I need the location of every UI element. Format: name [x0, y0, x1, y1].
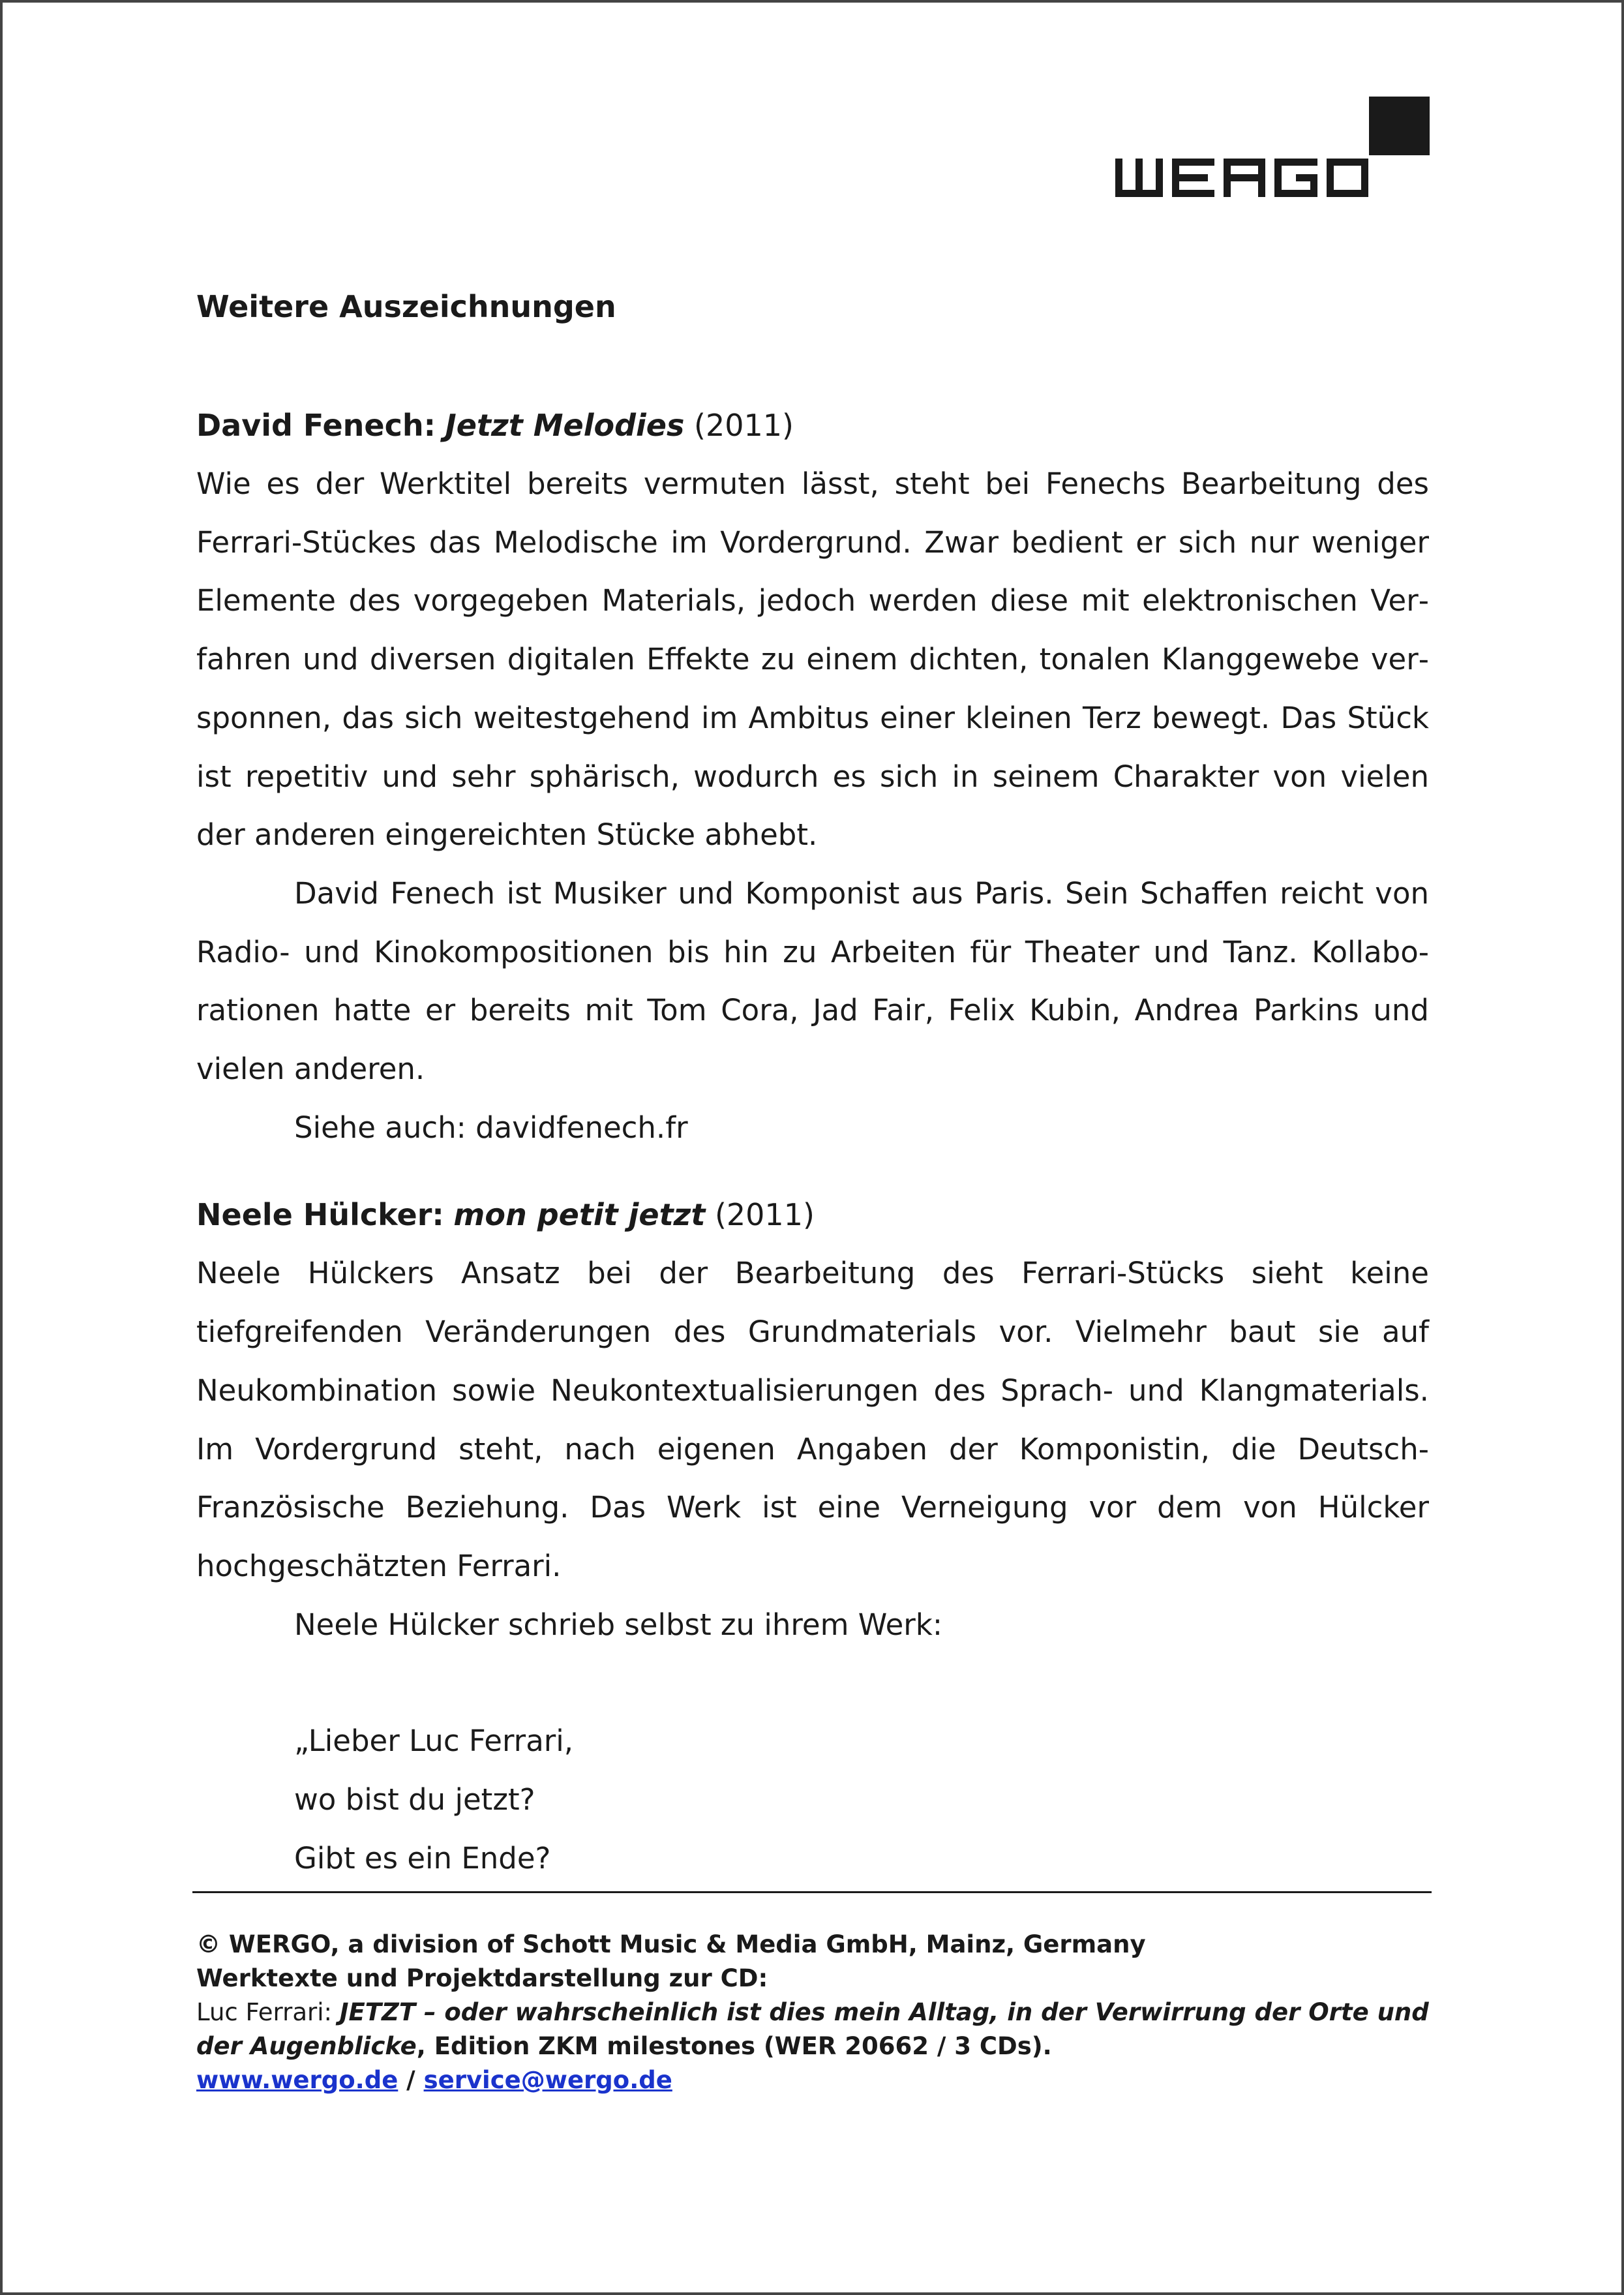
section-title-huelcker [196, 1195, 1429, 1234]
cd-description-line: Werktexte und Projektdarstellung zur CD: [196, 1964, 768, 1992]
huelcker-paragraph-2: Neele Hülcker schrieb selbst zu ihrem Werk: [294, 1607, 942, 1642]
section-author: David Fenech: [196, 408, 436, 443]
link-separator: / [398, 2066, 424, 2094]
huelcker-paragraph-1: Neele Hülckers Ansatz bei der Bearbeitung des Ferrari-Stücks sieht keine tiefgreifenden Veränderungen des Grundmaterials vor. Vielmehr baut sie auf Neukombination sowie Neukontextualisierungen des Sprach- und Klangmaterials. Im Vordergrund steht, nach eigenen Angaben der Komponistin, die Deutsch-Französische Beziehung. Das Werk ist eine Verneigung vor dem von Hülcker hochgeschätzten Ferrari. [196, 1256, 1429, 1583]
section-year: (2011) [694, 408, 794, 443]
footer-divider [192, 1891, 1432, 1893]
section-work-title: Jetzt Melodies [445, 408, 685, 443]
section-title-fenech [196, 406, 1429, 445]
fenech-paragraph-3: Siehe auch: davidfenech.fr [294, 1110, 688, 1145]
cd-title-line [196, 1996, 1429, 2063]
fenech-paragraph-1: Wie es der Werktitel bereits vermuten lässt, steht bei Fenechs Bearbeitung des Ferrari-Stückes das Melodische im Vordergrund. Zwar bedient er sich nur weniger Elemente des vorgegeben Materials, jedoch werden diese mit elektronischen Verfahren und diversen digitalen Effekte zu einem dichten, tonalen Klanggewebe versponnen, das sich weitestgehend im Ambitus einer kleinen Terz bewegt. Das Stück ist repetitiv und sehr sphärisch, wodurch es sich in seinem Charakter von vielen der anderen eingereichten Stücke abhebt. [196, 466, 1429, 853]
service-email-link[interactable]: service@wergo.de [423, 2066, 672, 2094]
fenech-paragraph-2: David Fenech ist Musiker und Komponist aus Paris. Sein Schaffen reicht von Radio- und Kinokompositionen bis hin zu Arbeiten für Theater und Tanz. Kollaborationen hatte er bereits mit Tom Cora, Jad Fair, Felix Kubin, Andrea Parkins und vielen anderen. [196, 875, 1429, 1087]
quote-line: Gibt es ein Ende? [294, 1840, 551, 1876]
page-heading: Weitere Auszeichnungen [196, 289, 616, 324]
footer [196, 1928, 1429, 2097]
wergo-website-link[interactable]: www.wergo.de [196, 2066, 398, 2094]
cd-title-suffix: , Edition ZKM milestones (WER 20662 / 3 CDs). [416, 2032, 1052, 2060]
cd-title-prefix: Luc Ferrari: [196, 1998, 340, 2026]
cd-title: JETZT – oder wahrscheinlich ist dies mein Alltag, in der Verwirrung der Orte und der Augenblicke [196, 1998, 1429, 2060]
section-year: (2011) [714, 1197, 815, 1233]
main-content [196, 287, 1429, 1887]
section-work-title: mon petit jetzt [453, 1197, 706, 1233]
section-author: Neele Hülcker: [196, 1197, 444, 1233]
footer-links [196, 2063, 1429, 2097]
quote-line: „Lieber Luc Ferrari, [294, 1724, 574, 1759]
copyright-line: © WERGO, a division of Schott Music & Media GmbH, Mainz, Germany [196, 1930, 1146, 1958]
quote-line: wo bist du jetzt? [294, 1782, 535, 1817]
wergo-logo [1115, 97, 1430, 201]
